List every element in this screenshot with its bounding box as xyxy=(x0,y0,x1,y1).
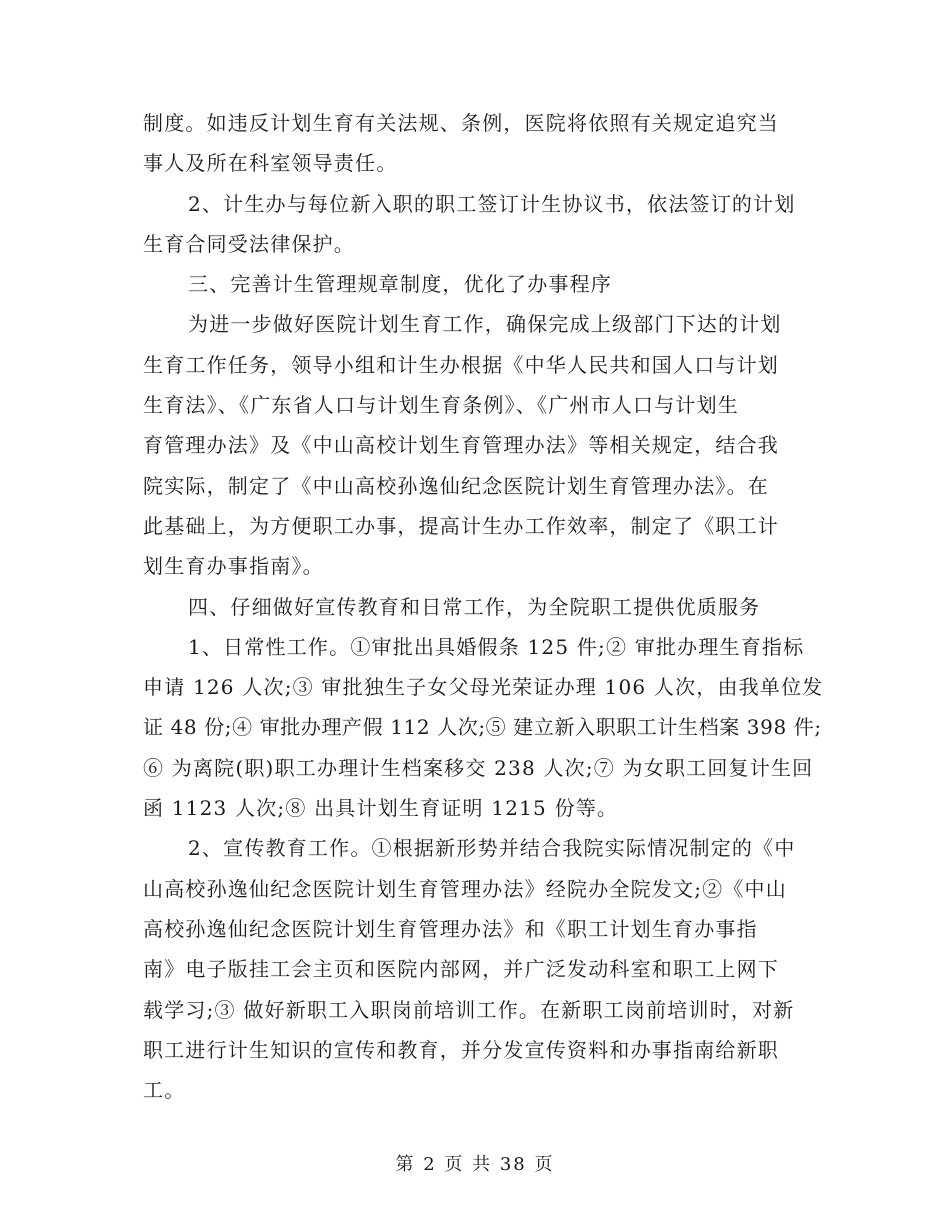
text-line: 1、日常性工作。①审批出具婚假条 125 件;② 审批办理生育指标 xyxy=(188,634,805,659)
text-line: 2、宣传教育工作。①根据新形势并结合我院实际情况制定的《中 xyxy=(188,836,796,861)
text-line: 生育法》、《广东省人口与计划生育条例》、《广州市人口与计划生 xyxy=(143,393,739,418)
text-line: 三、完善计生管理规章制度，优化了办事程序 xyxy=(188,272,612,297)
text-line: 四、仔细做好宣传教育和日常工作，为全院职工提供优质服务 xyxy=(188,594,761,619)
text-line: ⑥ 为离院(职)职工办理计生档案移交 238 人次;⑦ 为女职工回复计生回 xyxy=(143,755,814,780)
document-body xyxy=(143,103,824,1110)
text-line: 划生育办事指南》。 xyxy=(143,554,324,579)
text-line: 南》电子版挂工会主页和医院内部网，并广泛发动科室和职工上网下 xyxy=(143,957,779,982)
text-line: 院实际，制定了《中山高校孙逸仙纪念医院计划生育管理办法》。在 xyxy=(143,473,769,498)
text-line: 山高校孙逸仙纪念医院计划生育管理办法》经院办全院发文;②《中山 xyxy=(143,876,787,901)
text-line: 职工进行计生知识的宣传和教育，并分发宣传资料和办事指南给新职 xyxy=(143,1037,779,1062)
text-line: 生育合同受法律保护。 xyxy=(143,231,355,256)
text-line: 生育工作任务，领导小组和计生办根据《中华人民共和国人口与计划 xyxy=(143,352,779,377)
text-line: 2、计生办与每位新入职的职工签订计生协议书，依法签订的计划 xyxy=(188,191,796,216)
text-line: 制度。如违反计划生育有关法规、条例，医院将依照有关规定追究当 xyxy=(143,111,779,135)
text-line: 为进一步做好医院计划生育工作，确保完成上级部门下达的计划 xyxy=(188,312,782,337)
text-line: 申请 126 人次;③ 审批独生子女父母光荣证办理 106 人次，由我单位发 xyxy=(143,675,824,700)
text-line: 函 1123 人次;⑧ 出具计划生育证明 1215 份等。 xyxy=(143,796,619,821)
text-line: 育管理办法》及《中山高校计划生育管理办法》等相关规定，结合我 xyxy=(143,433,779,458)
text-line: 载学习;③ 做好新职工入职岗前培训工作。在新职工岗前培训时，对新 xyxy=(143,997,795,1022)
text-line: 工。 xyxy=(143,1078,186,1103)
page-footer: 第 2 页 共 38 页 xyxy=(395,1154,555,1175)
text-line: 此基础上，为方便职工办事，提高计生办工作效率，制定了《职工计 xyxy=(143,513,779,538)
text-line: 高校孙逸仙纪念医院计划生育管理办法》和《职工计划生育办事指 xyxy=(143,916,758,941)
text-line: 事人及所在科室领导责任。 xyxy=(143,151,398,176)
text-line: 证 48 份;④ 审批办理产假 112 人次;⑤ 建立新入职职工计生档案 398 件; xyxy=(143,715,822,740)
